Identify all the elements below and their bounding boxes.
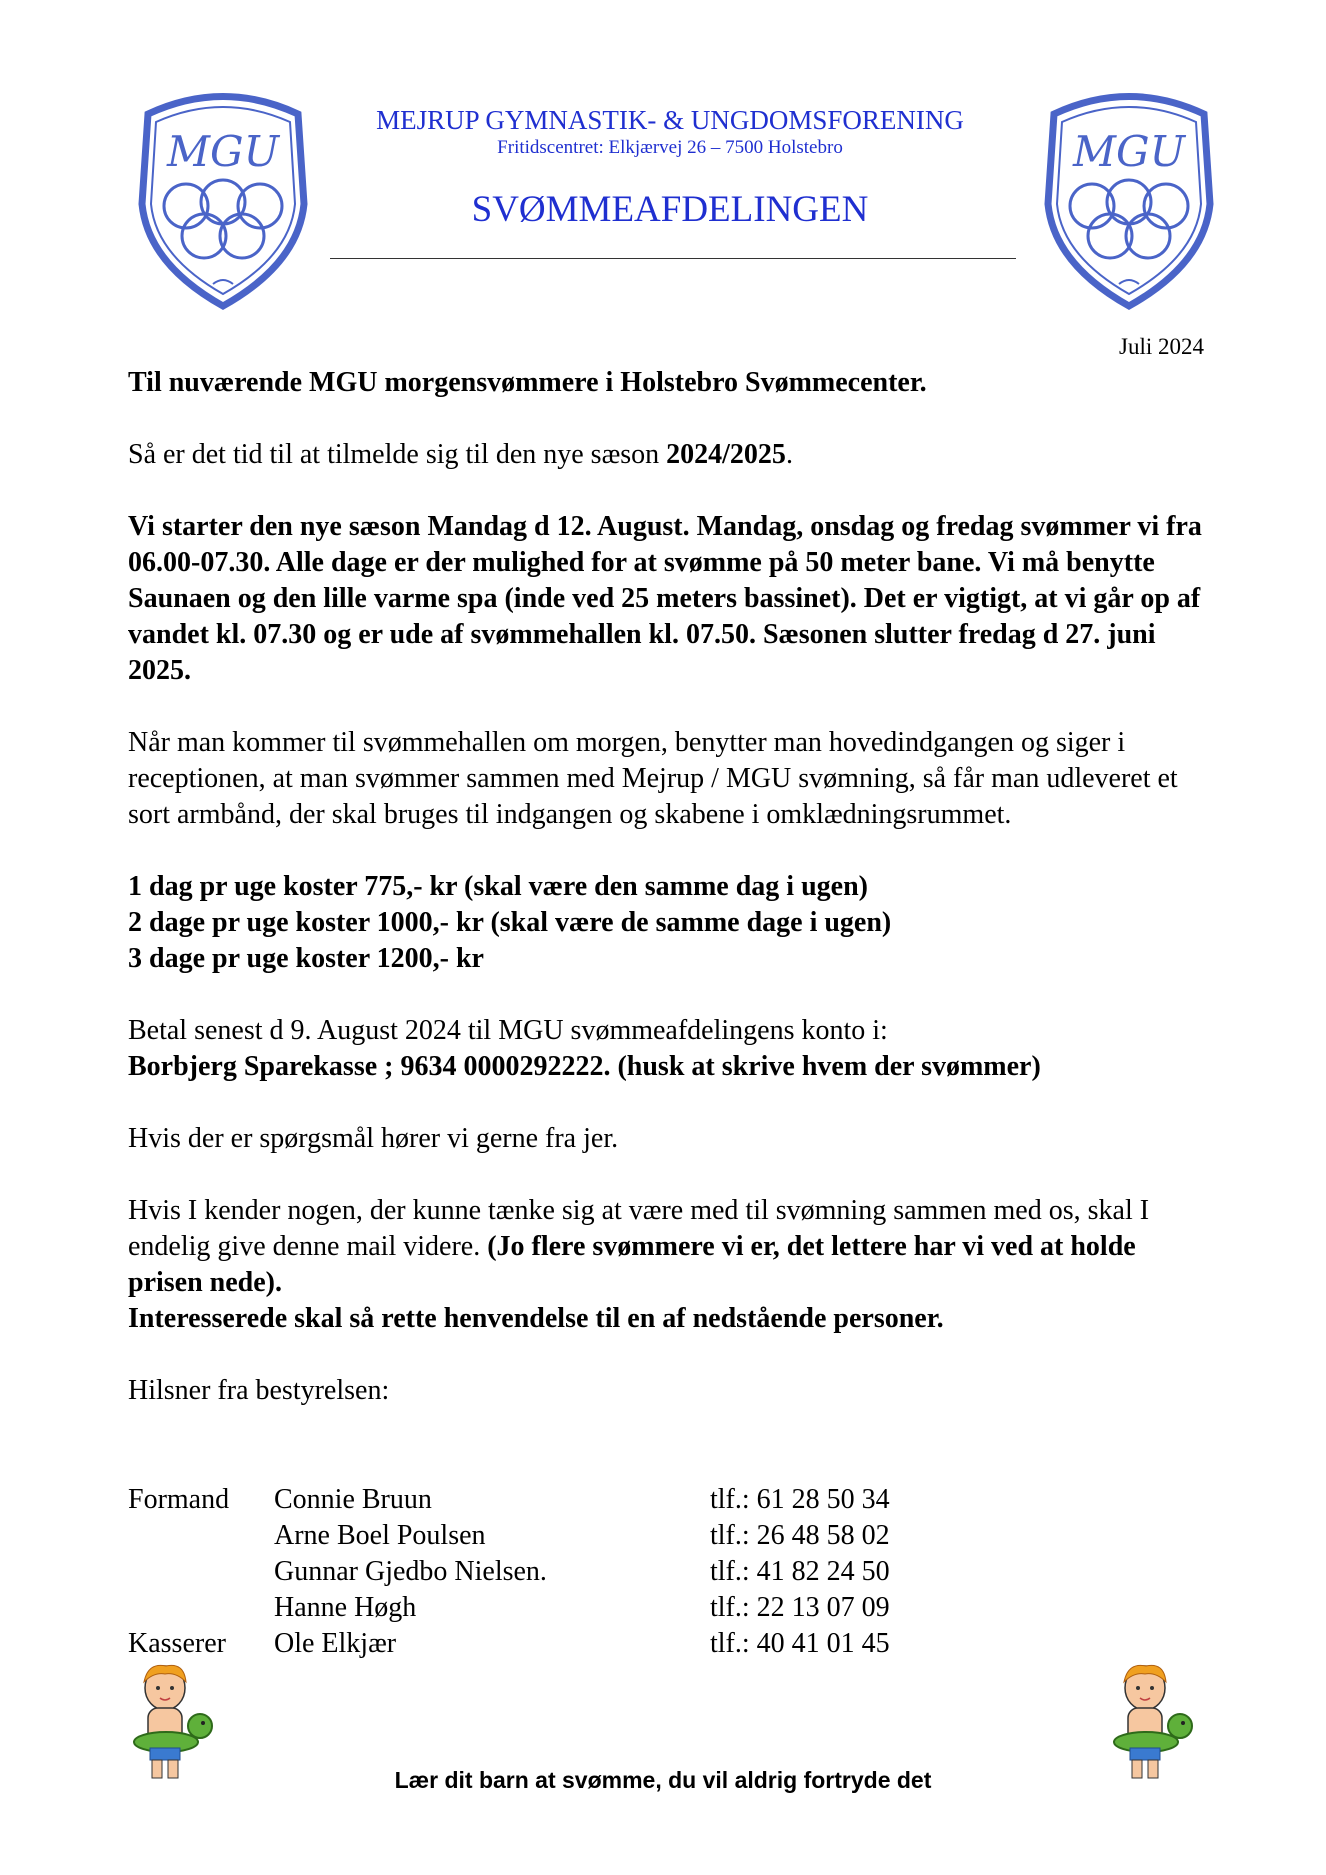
contact-row: [128, 1626, 1028, 1662]
contact-name: Arne Boel Poulsen: [274, 1520, 486, 1551]
contact-name: Gunnar Gjedbo Nielsen.: [274, 1556, 547, 1587]
contact-phone: tlf.: 22 13 07 09: [710, 1592, 890, 1623]
contact-role: Kasserer: [128, 1628, 226, 1659]
paragraph-referral: Hvis I kender nogen, der kunne tænke sig at være med til svømning sammen med os, skal I endelig give denne mail videre. (Jo flere svømmere vi er, det lettere har vi ved at holde prisen nede). Interesserede skal så rette henvendelse til en af nedstående personer.: [128, 1195, 1150, 1334]
header-divider: [330, 258, 1016, 259]
contact-phone: tlf.: 26 48 58 02: [710, 1520, 890, 1551]
contact-list: [128, 1482, 1028, 1662]
mgu-logo-left: [128, 84, 318, 312]
contact-phone: tlf.: 40 41 01 45: [710, 1628, 890, 1659]
paragraph-entrance: Når man kommer til svømmehallen om morgen, benytter man hovedindgangen og siger i receptionen, at man svømmer sammen med Mejrup / MGU svømning, så får man udleveret et sort armbånd, der skal bruges til indgangen og skabene i omklædningsrummet.: [128, 727, 1178, 830]
swimming-kid-icon: [1100, 1660, 1200, 1782]
mgu-logo-right: [1034, 84, 1224, 312]
bank-account: Borbjerg Sparekasse ; 9634 0000292222. (husk at skrive hvem der svømmer): [128, 1051, 1041, 1082]
contact-row: [128, 1482, 1028, 1518]
paragraph-schedule: Vi starter den nye sæson Mandag d 12. August. Mandag, onsdag og fredag svømmer vi fra 06.00-07.30. Alle dage er der mulighed for at svømme på 50 meter bane. Vi må benytte Saunaen og den lille varme spa (inde ved 25 meters bassinet). Det er vigtigt, at vi går op af vandet kl. 07.30 og er ude af svømmehallen kl. 07.50. Sæsonen slutter fredag d 27. juni 2025.: [128, 511, 1202, 686]
contact-name: Hanne Høgh: [274, 1592, 417, 1623]
price-item: 1 dag pr uge koster 775,- kr (skal være den samme dag i ugen): [128, 871, 868, 902]
paragraph-questions: Hvis der er spørgsmål hører vi gerne fra jer.: [128, 1123, 619, 1154]
logo-monogram: MGU: [167, 127, 279, 176]
letterhead: [320, 104, 1020, 232]
contact-role: Formand: [128, 1484, 230, 1515]
paragraph-registration: Så er det tid til at tilmelde sig til den nye sæson 2024/2025.: [128, 439, 793, 470]
contact-row: [128, 1554, 1028, 1590]
salutation: Til nuværende MGU morgensvømmere i Holstebro Svømmecenter.: [128, 367, 927, 398]
footer-slogan: Lær dit barn at svømme, du vil aldrig fortryde det: [394, 1767, 932, 1793]
department-title: SVØMMEAFDELINGEN: [471, 189, 869, 230]
letter-date: Juli 2024: [1119, 334, 1204, 359]
logo-monogram: MGU: [1073, 127, 1185, 176]
contact-phone: tlf.: 41 82 24 50: [710, 1556, 890, 1587]
letter-body: [128, 365, 1208, 1445]
greeting: Hilsner fra bestyrelsen:: [128, 1375, 390, 1406]
contact-row: [128, 1590, 1028, 1626]
contact-name: Connie Bruun: [274, 1484, 432, 1515]
org-name: MEJRUP GYMNASTIK- & UNGDOMSFORENING: [376, 105, 964, 135]
season-label: 2024/2025: [666, 439, 786, 470]
contact-phone: tlf.: 61 28 50 34: [710, 1484, 890, 1515]
swimming-kid-icon: [120, 1660, 220, 1782]
payment-info: Betal senest d 9. August 2024 til MGU svømmeafdelingens konto i: Borbjerg Sparekasse ; 9634 0000292222. (husk at skrive hvem der svømmer): [128, 1015, 1041, 1082]
contact-name: Ole Elkjær: [274, 1628, 397, 1659]
price-item: 2 dage pr uge koster 1000,- kr (skal være de samme dage i ugen): [128, 907, 892, 938]
price-list: [128, 869, 1208, 977]
contact-row: [128, 1518, 1028, 1554]
org-address: Fritidscentret: Elkjærvej 26 – 7500 Holstebro: [497, 137, 843, 158]
price-item: 3 dage pr uge koster 1200,- kr: [128, 943, 484, 974]
